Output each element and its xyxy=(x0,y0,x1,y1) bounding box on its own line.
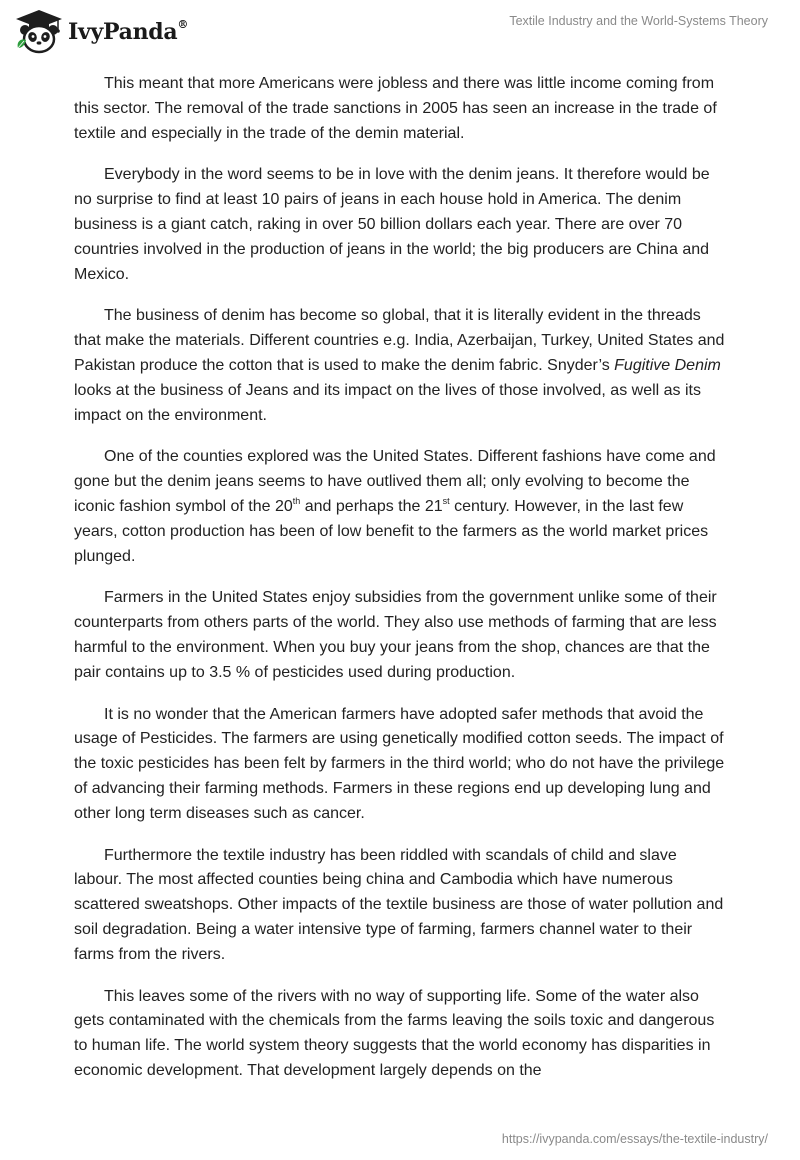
document-title: Textile Industry and the World-Systems Theory xyxy=(509,14,768,28)
panda-graduate-icon xyxy=(14,8,64,54)
essay-body xyxy=(74,72,726,1101)
paragraph-6: It is no wonder that the American farmers have adopted safer methods that avoid the usage of Pesticides. The farmers are using genetically modified cotton seeds. The impact of the toxic pesticides has been felt by farmers in the third world; who do not have the privilege of advancing their farming methods. Farmers in these regions end up developing lung and other long term diseases such as cancer. xyxy=(74,705,725,822)
book-title: Fugitive Denim xyxy=(614,356,721,374)
paragraph-8: This leaves some of the rivers with no way of supporting life. Some of the water also gets contaminated with the chemicals from the farms leaving the soils toxic and dangerous to human life. The world system theory suggests that the world economy has disparities in economic development. That development largely depends on the xyxy=(74,987,715,1079)
logo-wordmark: IvyPanda® xyxy=(68,17,189,45)
paragraph-1: This meant that more Americans were jobless and there was little income coming from this sector. The removal of the trade sanctions in 2005 has seen an increase in the trade of textile and especially in the trade of the demin material. xyxy=(74,75,717,142)
paragraph-5: Farmers in the United States enjoy subsidies from the government unlike some of their counterparts from others parts of the world. They also use methods of farming that are less harmful to the environment. When you buy your jeans from the shop, chances are that the pair contains up to 3.5 % of pesticides used during production. xyxy=(74,589,717,681)
paragraph-3: The business of denim has become so global, that it is literally evident in the threads that make the materials. Different countries e.g. India, Azerbaijan, Turkey, United States and Pakistan produce the cotton that is used to make the denim fabric. Snyder’s Fugitive Denim looks at the business of Jeans and its impact on the lives of those involved, as well as its impact on the environment. xyxy=(74,307,725,424)
page-header xyxy=(0,0,800,62)
paragraph-2: Everybody in the word seems to be in love with the denim jeans. It therefore would be no surprise to find at least 10 pairs of jeans in each house hold in America. The denim business is a giant catch, raking in over 50 billion dollars each year. There are over 70 countries involved in the production of jeans in the world; the big producers are China and Mexico. xyxy=(74,166,710,283)
paragraph-4: One of the counties explored was the United States. Different fashions have come and gone but the denim jeans seems to have outlived them all; only evolving to become the iconic fashion symbol of the 20th and perhaps the 21st century. However, in the last few years, cotton production has been of low benefit to the farmers as the world market prices plunged. xyxy=(74,448,716,565)
ivypanda-logo[interactable] xyxy=(14,8,188,54)
paragraph-7: Furthermore the textile industry has been riddled with scandals of child and slave labour. The most affected counties being china and Cambodia which have numerous scattered sweatshops. Other impacts of the textile business are those of water pollution and soil degradation. Being a water intensive type of farming, farmers channel water to their farms from the rivers. xyxy=(74,846,724,963)
source-url[interactable]: https://ivypanda.com/essays/the-textile-industry/ xyxy=(501,1132,768,1146)
